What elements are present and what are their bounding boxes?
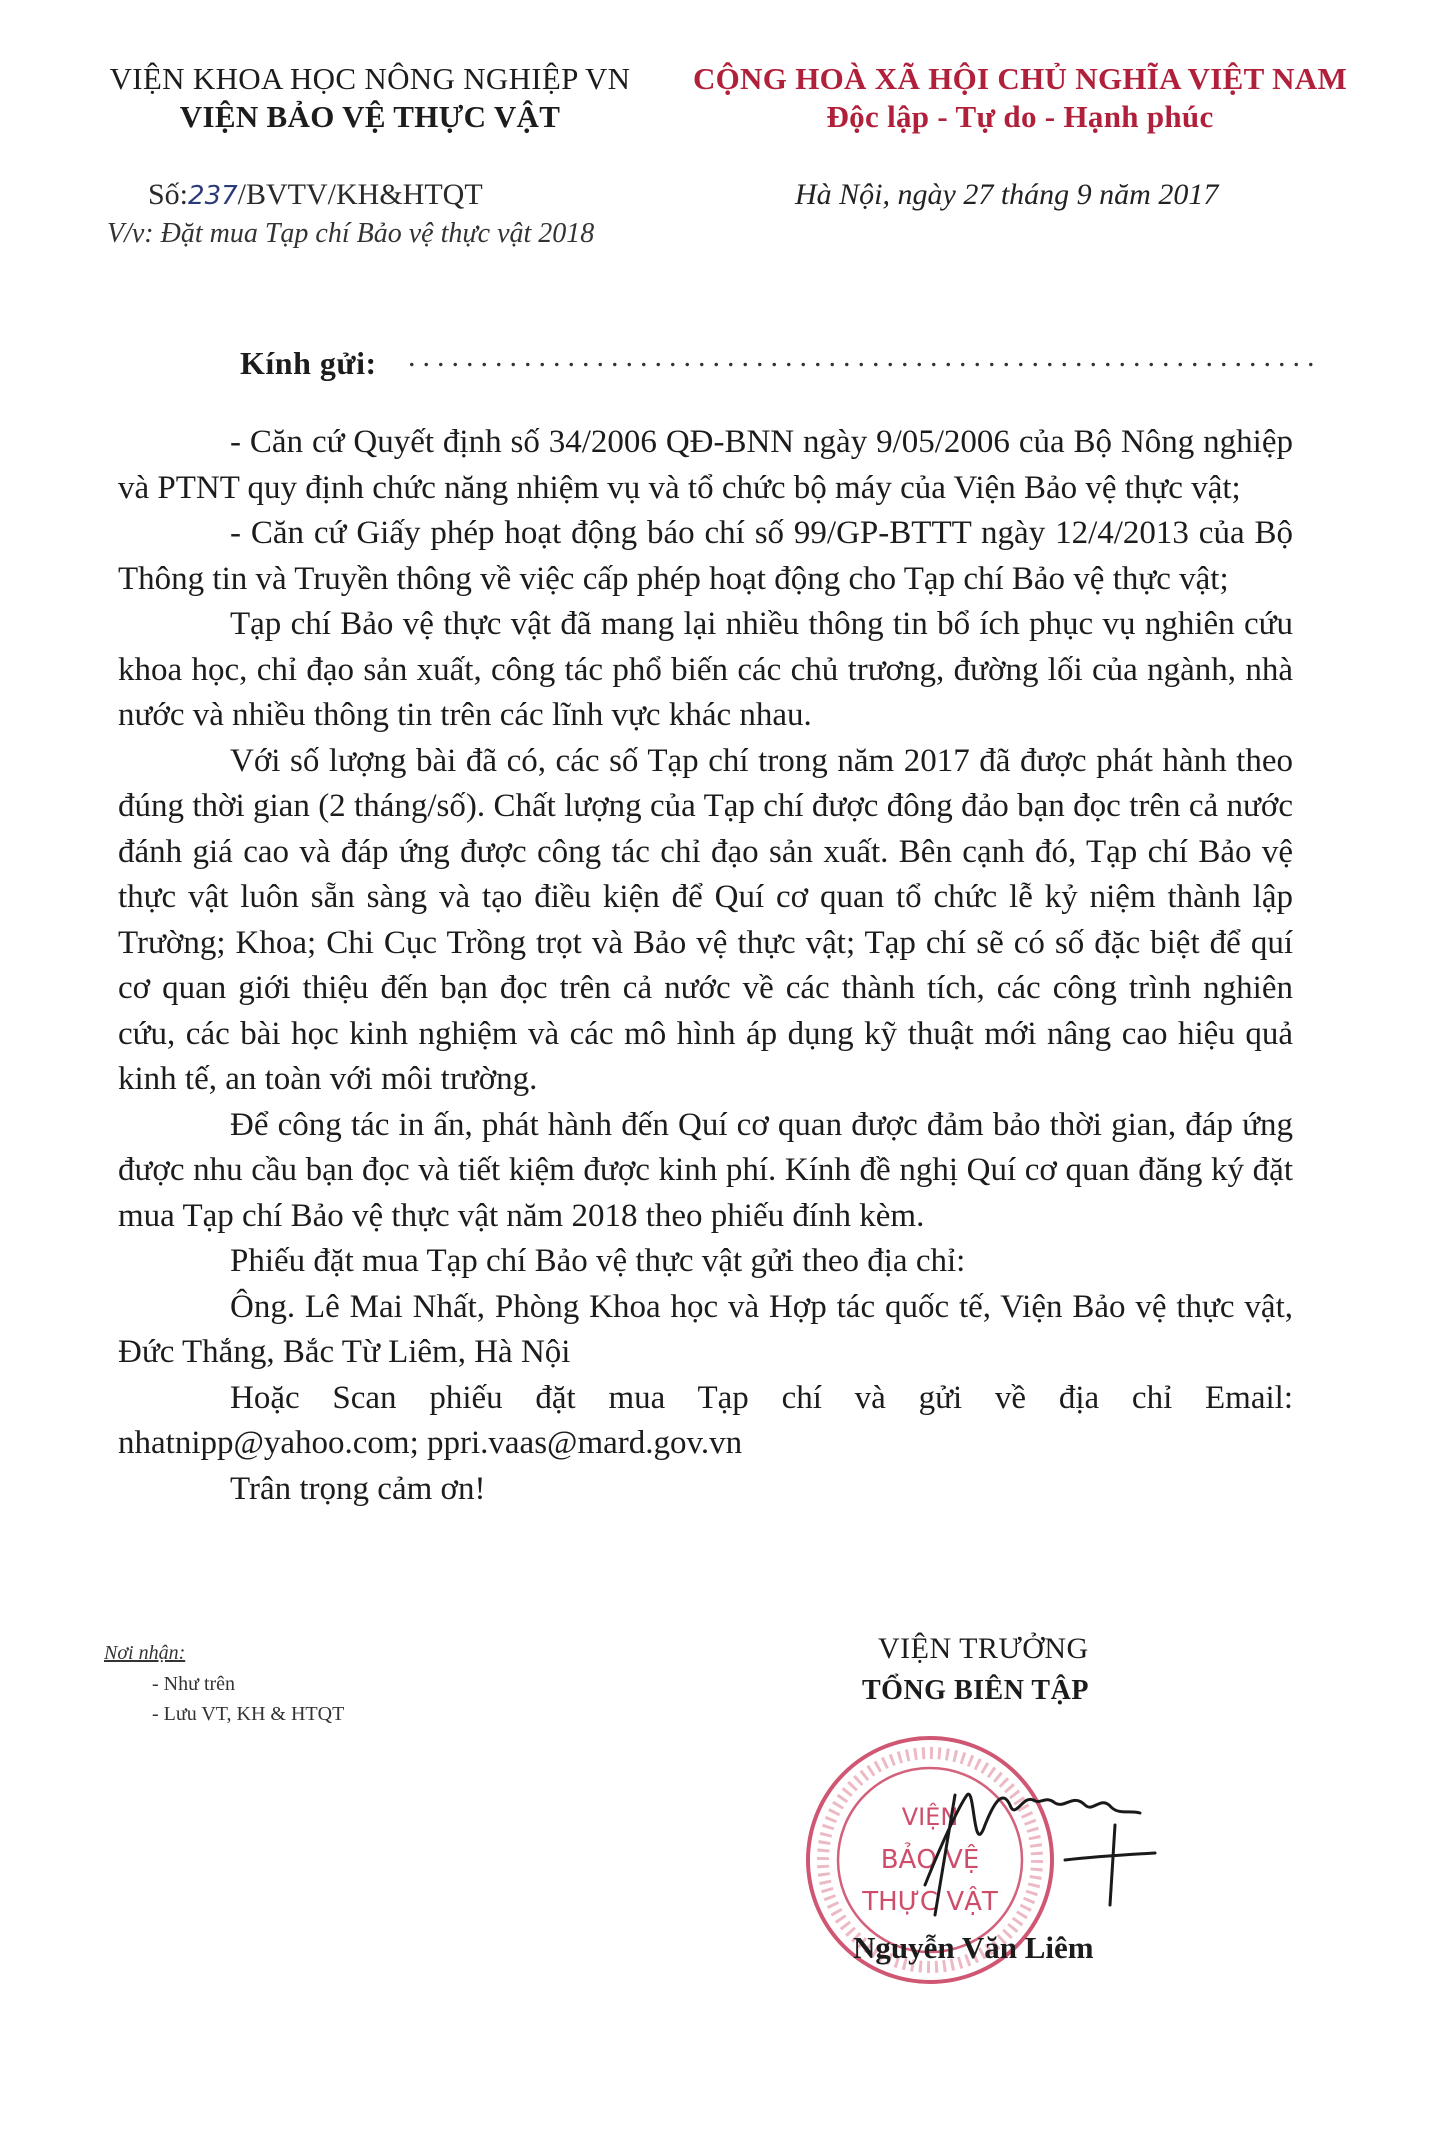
number-prefix: Số: bbox=[148, 178, 189, 211]
recipients-title: Nơi nhận: bbox=[104, 1642, 186, 1664]
paragraph-thanks: Trân trọng cảm ơn! bbox=[230, 1470, 486, 1507]
signer-name: Nguyễn Văn Liêm bbox=[853, 1930, 1094, 1965]
stamp-line-1: VIỆN bbox=[901, 1803, 959, 1831]
paragraph-legal-basis-2: - Căn cứ Giấy phép hoạt động báo chí số 99/GP-BTTT ngày 12/4/2013 của Bộ Thông tin và Truyền thông về việc cấp phép hoạt động cho Tạp chí Bảo vệ thực vật; bbox=[118, 515, 1293, 597]
recipient-item: - Lưu VT, KH & HTQT bbox=[152, 1703, 345, 1725]
document-number bbox=[148, 178, 483, 212]
parent-agency: VIỆN KHOA HỌC NÔNG NGHIỆP VN bbox=[109, 61, 631, 96]
subject-line: V/v: Đặt mua Tạp chí Bảo vệ thực vật 2018 bbox=[107, 218, 595, 249]
paragraph-journal-intro: Tạp chí Bảo vệ thực vật đã mang lại nhiều thông tin bổ ích phục vụ nghiên cứu khoa học, chỉ đạo sản xuất, công tác phổ biến các chủ trương, đường lối của ngành, nhà nước và nhiều thông tin trên các lĩnh vực khác nhau. bbox=[118, 606, 1293, 733]
letter-body bbox=[118, 420, 1293, 1512]
salutation-label: Kính gửi: bbox=[240, 345, 377, 381]
issuing-institute: VIỆN BẢO VỆ THỰC VẬT bbox=[179, 99, 561, 134]
signer-subtitle: TỔNG BIÊN TẬP bbox=[862, 1675, 1089, 1706]
stamp-line-3: THỰC VẬT bbox=[862, 1887, 998, 1917]
paragraph-journal-2017: Với số lượng bài đã có, các số Tạp chí trong năm 2017 đã được phát hành theo đúng thời gian (2 tháng/số). Chất lượng của Tạp chí được đông đảo bạn đọc trên cả nước đánh giá cao và đáp ứng được công tác chỉ đạo sản xuất. Bên cạnh đó, Tạp chí Bảo vệ thực vật luôn sẵn sàng và tạo điều kiện để Quí cơ quan tổ chức lễ kỷ niệm thành lập Trường; Khoa; Chi Cục Trồng trọt và Bảo vệ thực vật; Tạp chí sẽ có số đặc biệt để quí cơ quan giới thiệu đến bạn đọc trên cả nước về các thành tích, các công trình nghiên cứu, các bài học kinh nghiệm và các mô hình áp dụng kỹ thuật mới nâng cao hiệu quả kinh tế, an toàn với môi trường. bbox=[118, 742, 1293, 1097]
paragraph-subscription-request: Để công tác in ấn, phát hành đến Quí cơ quan được đảm bảo thời gian, đáp ứng được nhu cầu bạn đọc và tiết kiệm được kinh phí. Kính đề nghị Quí cơ quan đăng ký đặt mua Tạp chí Bảo vệ thực vật năm 2018 theo phiếu đính kèm. bbox=[118, 1106, 1293, 1234]
paragraph-address: Ông. Lê Mai Nhất, Phòng Khoa học và Hợp tác quốc tế, Viện Bảo vệ thực vật, Đức Thắng, Bắc Từ Liêm, Hà Nội bbox=[118, 1288, 1293, 1370]
issuer-header bbox=[60, 60, 680, 136]
issue-date: Hà Nội, ngày 27 tháng 9 năm 2017 bbox=[795, 178, 1219, 211]
recipient-item: - Như trên bbox=[152, 1673, 236, 1695]
handwritten-number: 237 bbox=[188, 181, 238, 211]
paragraph-address-intro: Phiếu đặt mua Tạp chí Bảo vệ thực vật gửi theo địa chỉ: bbox=[230, 1243, 966, 1279]
salutation-dots: ............................................................... bbox=[408, 340, 1322, 373]
stamp-line-2: BẢO VỆ bbox=[880, 1845, 980, 1875]
national-motto: Độc lập - Tự do - Hạnh phúc bbox=[826, 99, 1214, 134]
handwritten-signature-icon bbox=[915, 1765, 1175, 1925]
number-suffix: /BVTV/KH&HTQT bbox=[237, 178, 483, 211]
country-name: CỘNG HOÀ XÃ HỘI CHỦ NGHĨA VIỆT NAM bbox=[692, 61, 1348, 96]
paragraph-legal-basis-1: - Căn cứ Quyết định số 34/2006 QĐ-BNN ngày 9/05/2006 của Bộ Nông nghiệp và PTNT quy định chức năng nhiệm vụ và tổ chức bộ máy của Viện Bảo vệ thực vật; bbox=[118, 424, 1293, 506]
signer-title: VIỆN TRƯỞNG bbox=[878, 1632, 1089, 1665]
national-motto-header bbox=[660, 60, 1380, 136]
paragraph-email: Hoặc Scan phiếu đặt mua Tạp chí và gửi về địa chỉ Email: nhatnipp@yahoo.com; ppri.vaas@mard.gov.vn bbox=[118, 1379, 1293, 1461]
